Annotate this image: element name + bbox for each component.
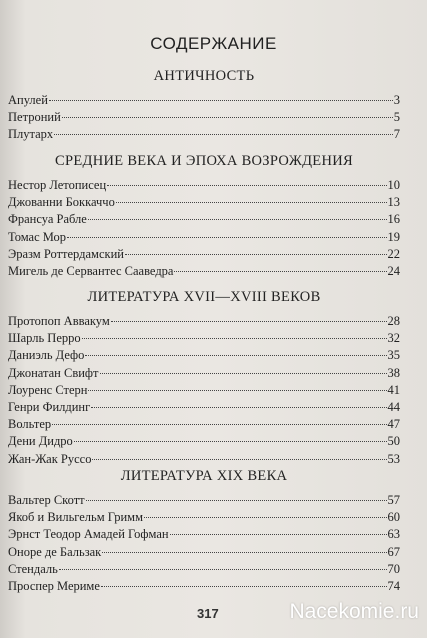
toc-entry xyxy=(8,561,400,578)
toc-entry-page: 41 xyxy=(387,382,400,397)
toc-entry-page: 16 xyxy=(387,212,400,227)
toc-entry xyxy=(8,177,400,194)
section-19-century xyxy=(8,468,400,595)
toc-entry-page: 53 xyxy=(387,451,400,466)
toc-entry-name: Джованни Боккаччо xyxy=(8,195,115,210)
toc-entry xyxy=(8,399,400,416)
toc-entry xyxy=(8,526,400,543)
toc-entry-page: 63 xyxy=(387,527,400,542)
toc-entry-page: 57 xyxy=(387,493,400,507)
toc-entry-page: 10 xyxy=(387,178,400,192)
dot-leader xyxy=(86,500,387,501)
toc-entry-name: Джонатан Свифт xyxy=(8,365,99,380)
dot-leader xyxy=(170,534,387,535)
section-heading: ЛИТЕРАТУРА XIX ВЕКА xyxy=(120,468,288,484)
toc-entry-name: Апулей xyxy=(8,93,48,107)
dot-leader xyxy=(54,134,393,135)
dot-leader xyxy=(107,185,386,186)
page-title: СОДЕРЖАНИЕ xyxy=(150,34,277,53)
toc-entry-page: 35 xyxy=(387,348,400,363)
toc-entry-name: Дени Дидро xyxy=(8,434,73,449)
toc-entry-name: Даниэль Дефо xyxy=(8,348,85,363)
toc-entry-page: 47 xyxy=(387,417,400,432)
dot-leader xyxy=(144,517,387,518)
toc-entry xyxy=(8,416,400,433)
toc-entry-page: 13 xyxy=(387,195,400,210)
toc-entry-name: Нестор Летописец xyxy=(8,178,107,192)
section-heading: АНТИЧНОСТЬ xyxy=(153,68,255,84)
section-heading: СРЕДНИЕ ВЕКА И ЭПОХА ВОЗРОЖДЕНИЯ xyxy=(55,153,353,169)
toc-entry-page: 67 xyxy=(387,544,400,559)
toc-entry-name: Мигель де Сервантес Сааведра xyxy=(8,264,174,279)
watermark: Nacekomie.ru xyxy=(289,600,419,623)
toc-entry-page: 7 xyxy=(393,127,400,142)
toc-entry-name: Оноре де Бальзак xyxy=(8,544,102,559)
toc-entry xyxy=(8,451,400,468)
toc-entry xyxy=(8,109,400,126)
toc-entry xyxy=(8,544,400,561)
dot-leader xyxy=(92,459,386,460)
section-17-18-century xyxy=(8,289,400,468)
toc-entry xyxy=(8,578,400,595)
toc-entry xyxy=(8,492,400,509)
toc-entry-name: Стендаль xyxy=(8,561,58,576)
dot-leader xyxy=(59,569,387,570)
toc-entry-name: Лоуренс Стерн xyxy=(8,382,88,397)
dot-leader xyxy=(52,424,386,425)
toc-entry-name: Якоб и Вильгельм Гримм xyxy=(8,510,143,525)
toc-entry xyxy=(8,382,400,399)
section-antiquity xyxy=(8,68,400,144)
toc-entry xyxy=(8,92,400,109)
dot-leader xyxy=(116,202,387,203)
dot-leader xyxy=(102,552,386,553)
dot-leader xyxy=(174,271,386,272)
dot-leader xyxy=(74,441,387,442)
toc-entry-page: 28 xyxy=(387,314,400,328)
dot-leader xyxy=(88,390,386,391)
dot-leader xyxy=(62,117,393,118)
toc-entry xyxy=(8,263,400,280)
toc-entry-page: 60 xyxy=(387,510,400,525)
toc-entry-name: Плутарх xyxy=(8,127,54,142)
toc-entry-name: Эразм Роттердамский xyxy=(8,246,124,261)
toc-entry-name: Франсуа Рабле xyxy=(8,212,87,227)
dot-leader xyxy=(82,338,387,339)
dot-leader xyxy=(88,219,387,220)
toc-entry-name: Петроний xyxy=(8,110,61,125)
toc-entry-name: Вальтер Скотт xyxy=(8,493,85,507)
dot-leader xyxy=(100,373,387,374)
toc-entry xyxy=(8,126,400,143)
toc-entry-page: 19 xyxy=(387,229,400,244)
toc-entry-page: 70 xyxy=(387,561,400,576)
toc-entry-name: Эрнст Теодор Амадей Гофман xyxy=(8,527,169,542)
dot-leader xyxy=(111,321,387,322)
toc-entry-name: Вольтер xyxy=(8,417,52,432)
toc-entry-name: Шарль Перро xyxy=(8,331,81,346)
toc-entry-page: 32 xyxy=(387,331,400,346)
toc-entry-page: 74 xyxy=(387,579,400,594)
toc-entry-name: Жан-Жак Руссо xyxy=(8,451,92,466)
toc-entry-page: 24 xyxy=(387,264,400,279)
toc-entry-name: Протопоп Аввакум xyxy=(8,314,110,328)
dot-leader xyxy=(67,237,386,238)
toc-entry xyxy=(8,194,400,211)
toc-entry-name: Проспер Мериме xyxy=(8,579,100,594)
toc-entry-page: 38 xyxy=(387,365,400,380)
dot-leader xyxy=(49,100,393,101)
toc-entry xyxy=(8,246,400,263)
toc-entry-name: Генри Филдинг xyxy=(8,400,91,415)
toc-entry-page: 5 xyxy=(393,110,400,125)
toc-entry-page: 44 xyxy=(387,400,400,415)
toc-entry-page: 22 xyxy=(387,246,400,261)
section-heading: ЛИТЕРАТУРА XVII—XVIII ВЕКОВ xyxy=(87,289,321,305)
toc-entry-name: Томас Мор xyxy=(8,229,67,244)
toc-entry xyxy=(8,330,400,347)
dot-leader xyxy=(125,254,387,255)
toc-entry-page: 3 xyxy=(393,93,400,107)
dot-leader xyxy=(101,586,387,587)
toc-entry xyxy=(8,313,400,330)
section-middle-ages xyxy=(8,153,400,280)
toc-entry xyxy=(8,509,400,526)
toc-entry-page: 50 xyxy=(387,434,400,449)
page-number: 317 xyxy=(197,606,219,621)
toc-entry xyxy=(8,229,400,246)
toc-entry xyxy=(8,433,400,450)
toc-entry xyxy=(8,211,400,228)
dot-leader xyxy=(85,355,386,356)
toc-entry xyxy=(8,347,400,364)
dot-leader xyxy=(91,407,386,408)
toc-entry xyxy=(8,365,400,382)
